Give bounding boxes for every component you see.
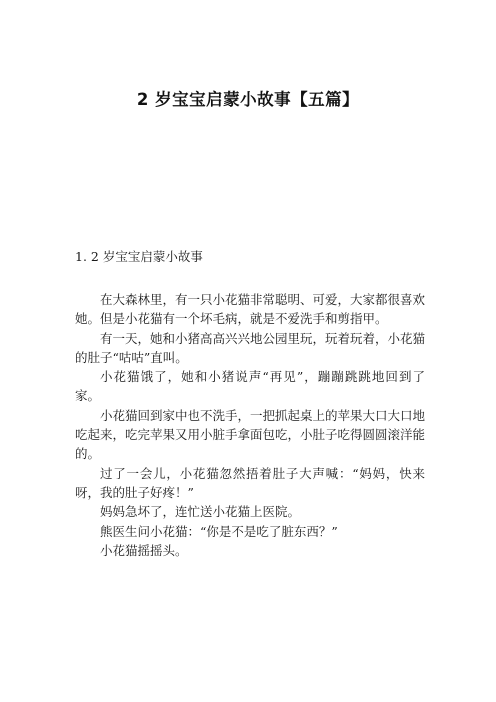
document-title: 2 岁宝宝启蒙小故事【五篇】 bbox=[136, 90, 360, 109]
paragraph: 过了一会儿，小花猫忽然捂着肚子大声喊：“妈妈，快来呀，我的肚子好疼！” bbox=[75, 465, 425, 500]
paragraph: 小花猫摇摇头。 bbox=[100, 542, 188, 558]
paragraph: 熊医生问小花猫：“你是不是吃了脏东西？” bbox=[100, 523, 338, 539]
story-body bbox=[75, 290, 425, 560]
section-heading: 1. 2 岁宝宝启蒙小故事 bbox=[75, 249, 203, 264]
paragraph: 有一天，她和小猪高高兴兴地公园里玩，玩着玩着，小花猫的肚子“咕咕”直叫。 bbox=[75, 330, 426, 365]
paragraph: 妈妈急坏了，连忙送小花猫上医院。 bbox=[100, 504, 301, 520]
paragraph: 在大森林里，有一只小花猫非常聪明、可爱，大家都很喜欢她。但是小花猫有一个坏毛病，就是不爱洗手和剪指甲。 bbox=[75, 292, 426, 327]
paragraph: 小花猫饿了，她和小猪说声“再见”，蹦蹦跳跳地回到了家。 bbox=[75, 369, 425, 404]
paragraph: 小花猫回到家中也不洗手，一把抓起桌上的苹果大口大口地吃起来，吃完苹果又用小脏手拿面包吃，小肚子吃得圆圆滚洋能的。 bbox=[75, 407, 426, 462]
